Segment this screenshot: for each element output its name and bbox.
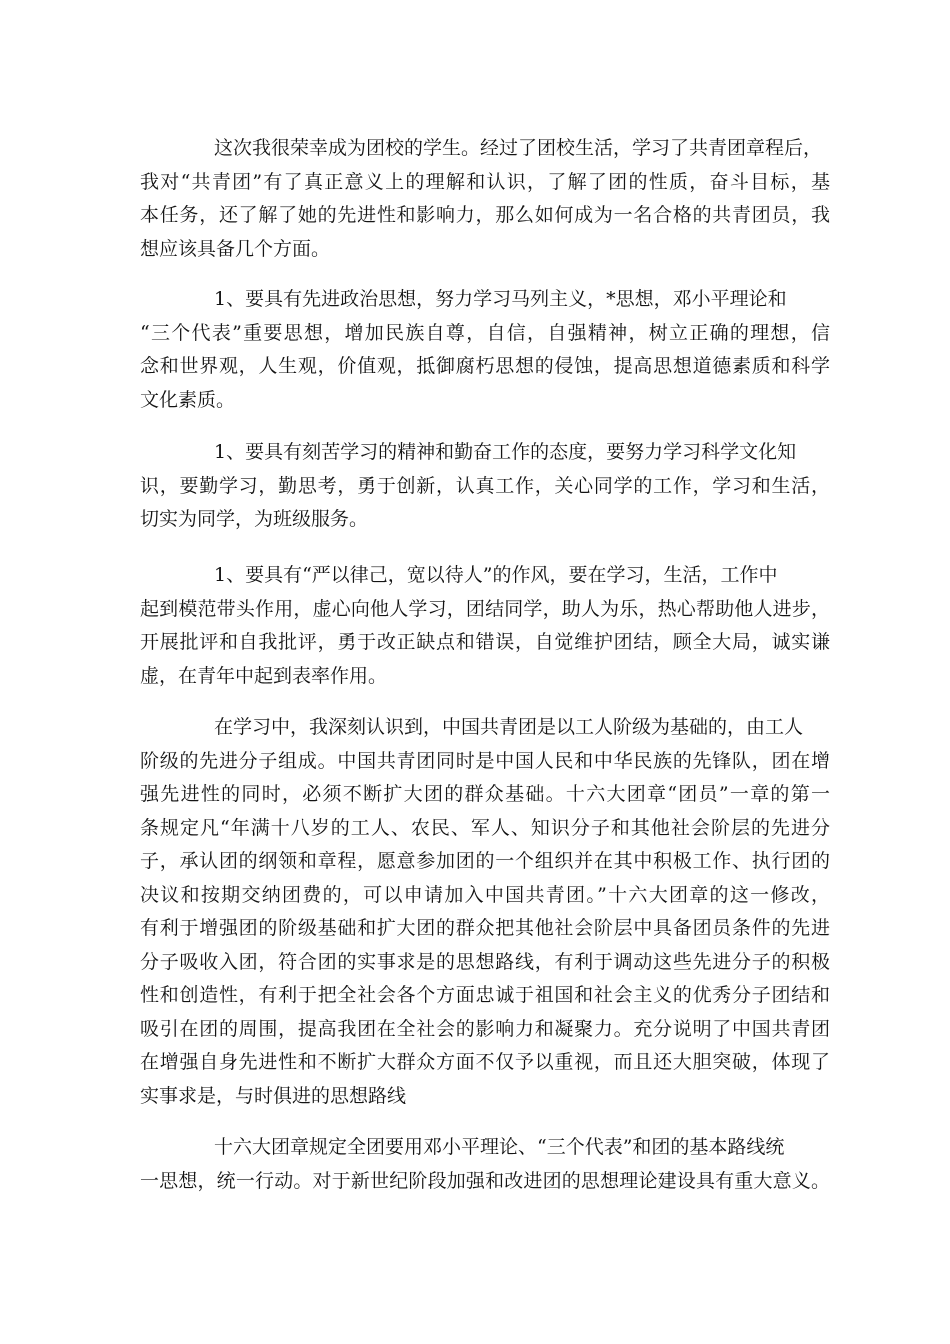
text-line: 切实为同学，为班级服务。 (140, 508, 369, 530)
paragraph-point-political (140, 283, 830, 417)
text-line: 我对“共青团”有了真正意义上的理解和认识，了解了团的性质，奋斗目标，基 (140, 170, 830, 193)
text-line: 强先进性的同时，必须不断扩大团的群众基础。十六大团章“团员”一章的第一 (140, 783, 830, 805)
text-line: 虚，在青年中起到表率作用。 (140, 664, 388, 687)
text-line: 条规定凡“年满十八岁的工人、农民、军人、知识分子和其他社会阶层的先进分 (140, 816, 830, 839)
paragraph-point-conduct (140, 559, 830, 693)
text-line: 开展批评和自我批评，勇于改正缺点和错误，自觉维护团结，顾全大局，诚实谦 (140, 631, 830, 653)
text-line: 念和世界观，人生观，价值观，抵御腐朽思想的侵蚀，提高思想道德素质和科学 (140, 355, 830, 377)
text-line: 这次我很荣幸成为团校的学生。经过了团校生活，学习了共青团章程后， (214, 137, 823, 159)
paragraph-reflection (140, 711, 830, 1113)
text-line: 决议和按期交纳团费的，可以申请加入中国共青团。”十六大团章的这一修改， (140, 883, 830, 906)
text-line: 1、要具有刻苦学习的精神和勤奋工作的态度，要努力学习科学文化知 (214, 441, 797, 463)
text-line: 子，承认团的纲领和章程，愿意参加团的一个组织并在其中积极工作、执行团的 (140, 850, 830, 872)
text-line: 十六大团章规定全团要用邓小平理论、“三个代表”和团的基本路线统 (214, 1136, 785, 1158)
paragraph-intro (140, 132, 830, 266)
text-line: 分子吸收入团，符合团的实事求是的思想路线，有利于调动这些先进分子的积极 (140, 950, 830, 973)
text-line: 在增强自身先进性和不断扩大群众方面不仅予以重视，而且还大胆突破，体现了 (140, 1051, 830, 1073)
text-line: 想应该具备几个方面。 (140, 237, 331, 260)
text-line: 1、要具有“严以律己，宽以待人”的作风，要在学习，生活，工作中 (214, 564, 778, 586)
text-line: 有利于增强团的阶级基础和扩大团的群众把其他社会阶层中具备团员条件的先进 (140, 917, 830, 939)
text-line: 本任务，还了解了她的先进性和影响力，那么如何成为一名合格的共青团员，我 (140, 204, 830, 226)
text-line: 性和创造性，有利于把全社会各个方面忠诚于祖国和社会主义的优秀分子团结和 (140, 984, 830, 1006)
text-line: 一思想，统一行动。对于新世纪阶段加强和改进团的思想理论建设具有重大意义。 (140, 1169, 830, 1192)
text-line: 阶级的先进分子组成。中国共青团同时是中国人民和中华民族的先锋队，团在增 (140, 749, 830, 772)
text-line: 起到模范带头作用，虚心向他人学习，团结同学，助人为乐，热心帮助他人进步， (140, 597, 830, 620)
paragraph-conclusion (140, 1131, 830, 1198)
text-line: 1、要具有先进政治思想，努力学习马列主义，*思想，邓小平理论和 (214, 288, 787, 310)
text-line: 文化素质。 (140, 388, 236, 411)
text-line: 在学习中，我深刻认识到，中国共青团是以工人阶级为基础的，由工人 (214, 716, 804, 738)
text-line: 吸引在团的周围，提高我团在全社会的影响力和凝聚力。充分说明了中国共青团 (140, 1017, 830, 1040)
text-line: 识，要勤学习，勤思考，勇于创新，认真工作，关心同学的工作，学习和生活， (140, 474, 830, 497)
text-line: 实事求是，与时俱进的思想路线 (140, 1084, 407, 1107)
text-line: “三个代表”重要思想，增加民族自尊，自信，自强精神，树立正确的理想，信 (140, 321, 830, 344)
paragraph-point-study (140, 436, 830, 537)
